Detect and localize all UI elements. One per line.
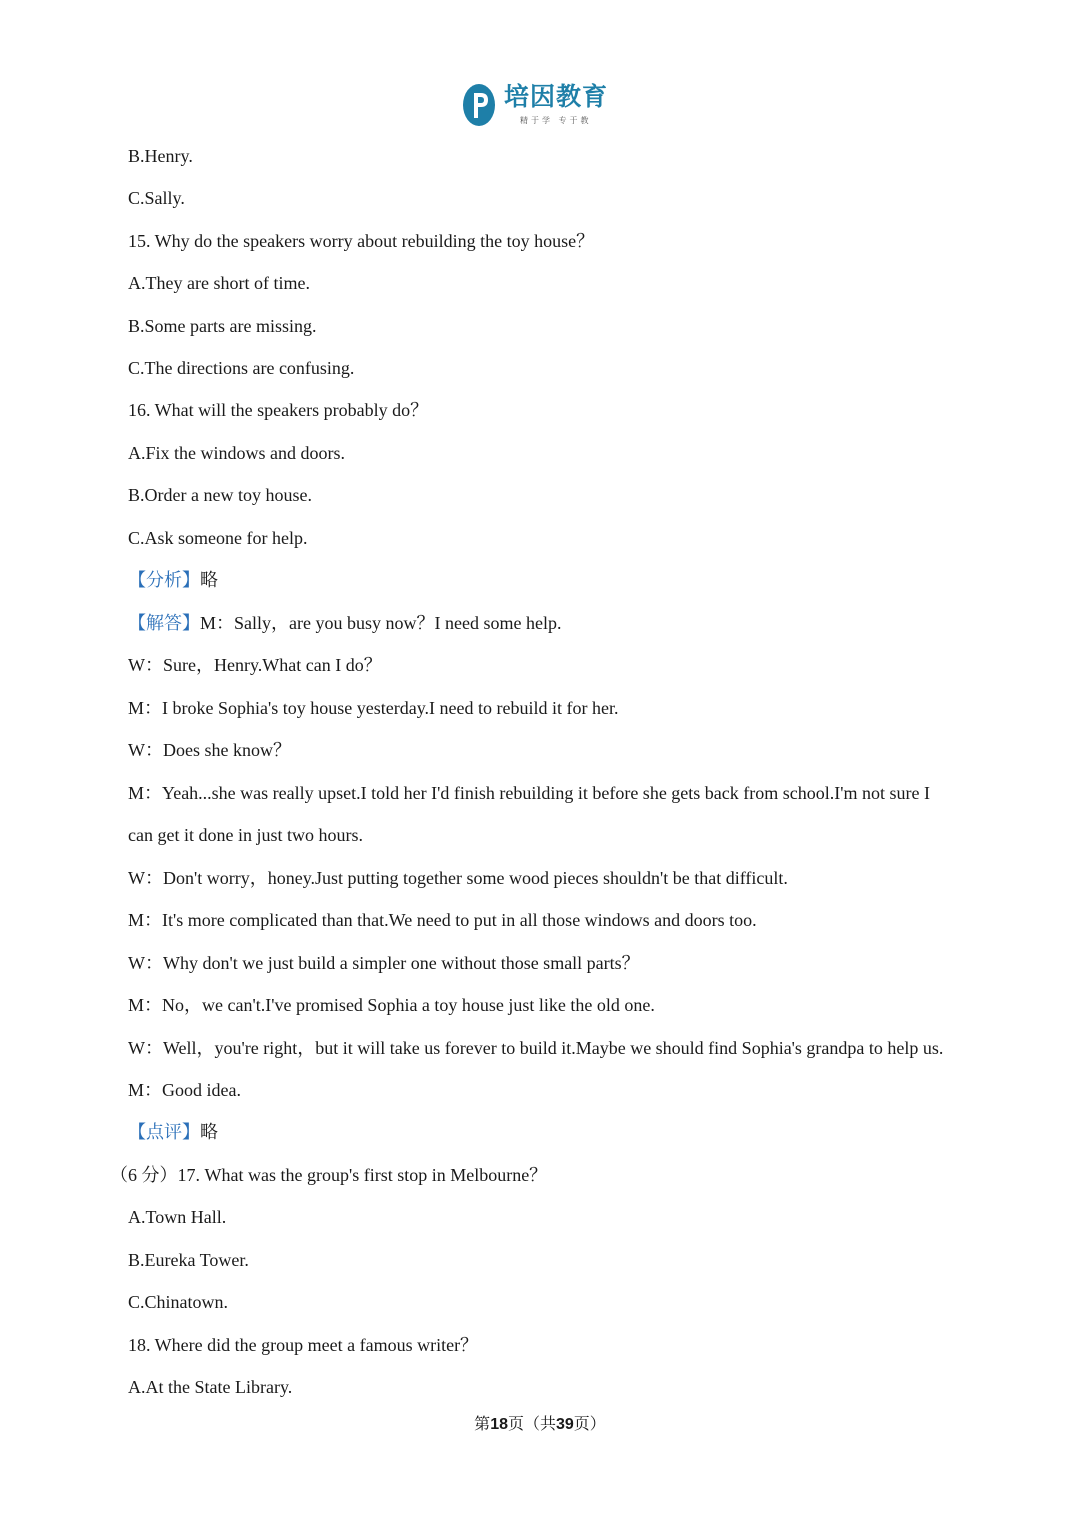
brand-logo [462,80,622,132]
footer-prefix: 第 [474,1416,491,1433]
answer-tag: 【解答】 [128,613,200,633]
option-line: A.Town Hall. [128,1207,227,1227]
analysis-tag: 【分析】 [128,570,200,590]
option-line: C.Sally. [128,188,185,208]
option-line: B.Some parts are missing. [128,316,317,336]
dialogue-line: M：Good idea. [128,1080,241,1100]
comment-line [128,1120,218,1144]
footer-page-number: 18 [490,1416,508,1433]
comment-text: 略 [200,1122,218,1142]
dialogue-line: W：Does she know？ [128,740,291,760]
logo-name: 培因教育 [504,82,609,111]
option-line: C.Ask someone for help. [128,528,308,548]
footer-total-pages: 39 [556,1416,574,1433]
dialogue-line: M：It's more complicated than that.We need to put in all those windows and doors too. [128,910,757,930]
option-line: B.Order a new toy house. [128,485,312,505]
answer-line [128,611,561,635]
analysis-text: 略 [200,570,218,590]
option-line: A.At the State Library. [128,1377,293,1397]
footer-suffix: 页） [573,1416,606,1433]
logo-p-icon [462,82,496,128]
question-line: 18. Where did the group meet a famous writer？ [128,1335,479,1355]
question-line: 16. What will the speakers probably do？ [128,400,429,420]
dialogue-line: M：No，we can't.I've promised Sophia a toy house just like the old one. [128,995,655,1015]
dialogue-line: M：I broke Sophia's toy house yesterday.I need to rebuild it for her. [128,698,619,718]
option-line: C.The directions are confusing. [128,358,355,378]
dialogue-line: W：Sure，Henry.What can I do？ [128,655,382,675]
answer-first-line: M：Sally，are you busy now？I need some help. [200,613,562,633]
question-line: 15. Why do the speakers worry about rebuilding the toy house？ [128,231,595,251]
option-line: B.Henry. [128,146,193,166]
analysis-line [128,568,218,592]
option-line: A.They are short of time. [128,273,310,293]
logo-slogan: 精于学 专于教 [520,116,592,125]
comment-tag: 【点评】 [128,1122,200,1142]
question-line: （6 分）17. What was the group's first stop in Melbourne？ [110,1165,548,1185]
option-line: A.Fix the windows and doors. [128,443,345,463]
dialogue-line: W：Why don't we just build a simpler one without those small parts？ [128,953,640,973]
dialogue-line: W：Well，you're right，but it will take us forever to build it.Maybe we should find Sophia's grandpa to help us. [128,1038,944,1058]
dialogue-line: W：Don't worry，honey.Just putting together some wood pieces shouldn't be that difficult. [128,868,788,888]
dialogue-line: M：Yeah...she was really upset.I told her I'd finish rebuilding it before she gets back from school.I'm not sure I [128,783,930,803]
footer-middle: 页（共 [507,1416,556,1433]
page-footer [0,1414,1080,1436]
dialogue-line: can get it done in just two hours. [128,825,363,845]
option-line: B.Eureka Tower. [128,1250,249,1270]
option-line: C.Chinatown. [128,1292,229,1312]
